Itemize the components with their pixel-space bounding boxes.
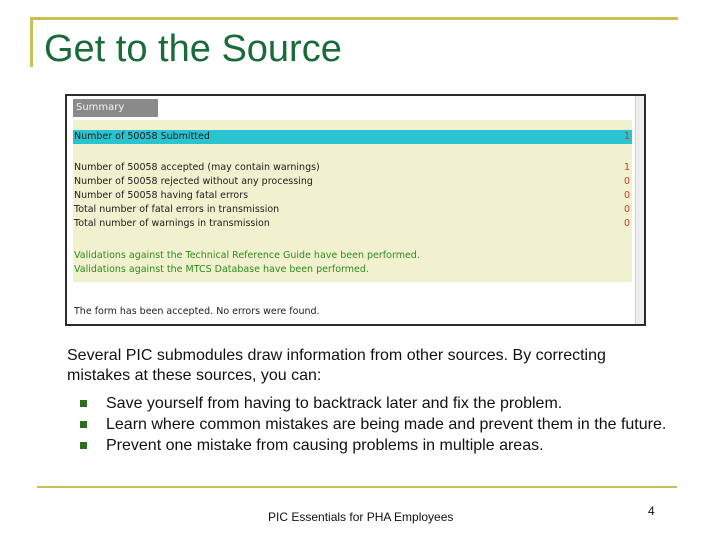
summary-row-value: 0	[623, 204, 630, 215]
list-item	[80, 414, 680, 435]
status-message: The form has been accepted. No errors were found.	[74, 306, 320, 317]
square-bullet-icon	[80, 421, 87, 428]
bullet-text: Learn where common mistakes are being made and prevent them in the future.	[106, 416, 667, 433]
summary-screenshot	[65, 94, 646, 326]
summary-row-value: 0	[623, 176, 630, 187]
bullet-text: Save yourself from having to backtrack later and fix the problem.	[106, 395, 563, 412]
summary-row-label: Number of 50058 rejected without any processing	[74, 176, 313, 187]
list-item	[80, 393, 680, 414]
scrollbar[interactable]	[635, 96, 644, 324]
bullet-list	[80, 393, 680, 456]
summary-row-label: Number of 50058 having fatal errors	[74, 190, 249, 201]
validation-message: Validations against the Technical Reference Guide have been performed.	[74, 250, 420, 261]
summary-row-label: Total number of fatal errors in transmission	[74, 204, 280, 215]
summary-tab[interactable]: Summary	[73, 99, 158, 117]
square-bullet-icon	[80, 400, 87, 407]
validation-message: Validations against the MTCS Database have been performed.	[74, 264, 369, 275]
footer-divider	[37, 486, 677, 488]
summary-row-label: Total number of warnings in transmission	[74, 218, 270, 229]
square-bullet-icon	[80, 442, 87, 449]
summary-row-value: 1	[623, 162, 630, 173]
footer-text: PIC Essentials for PHA Employees	[268, 510, 454, 524]
bullet-text: Prevent one mistake from causing problems in multiple areas.	[106, 437, 544, 454]
list-item	[80, 435, 680, 456]
frame-left-border	[30, 17, 33, 67]
frame-top-border	[30, 17, 678, 20]
page-number: 4	[648, 504, 655, 518]
submitted-value: 1	[623, 131, 630, 142]
submitted-label: Number of 50058 Submitted	[74, 131, 210, 142]
summary-row-value: 0	[623, 218, 630, 229]
summary-row-value: 0	[623, 190, 630, 201]
slide-title: Get to the Source	[44, 28, 342, 70]
summary-row-label: Number of 50058 accepted (may contain warnings)	[74, 162, 320, 173]
intro-paragraph: Several PIC submodules draw information from other sources. By correcting mistakes at these sources, you can:	[67, 347, 606, 384]
